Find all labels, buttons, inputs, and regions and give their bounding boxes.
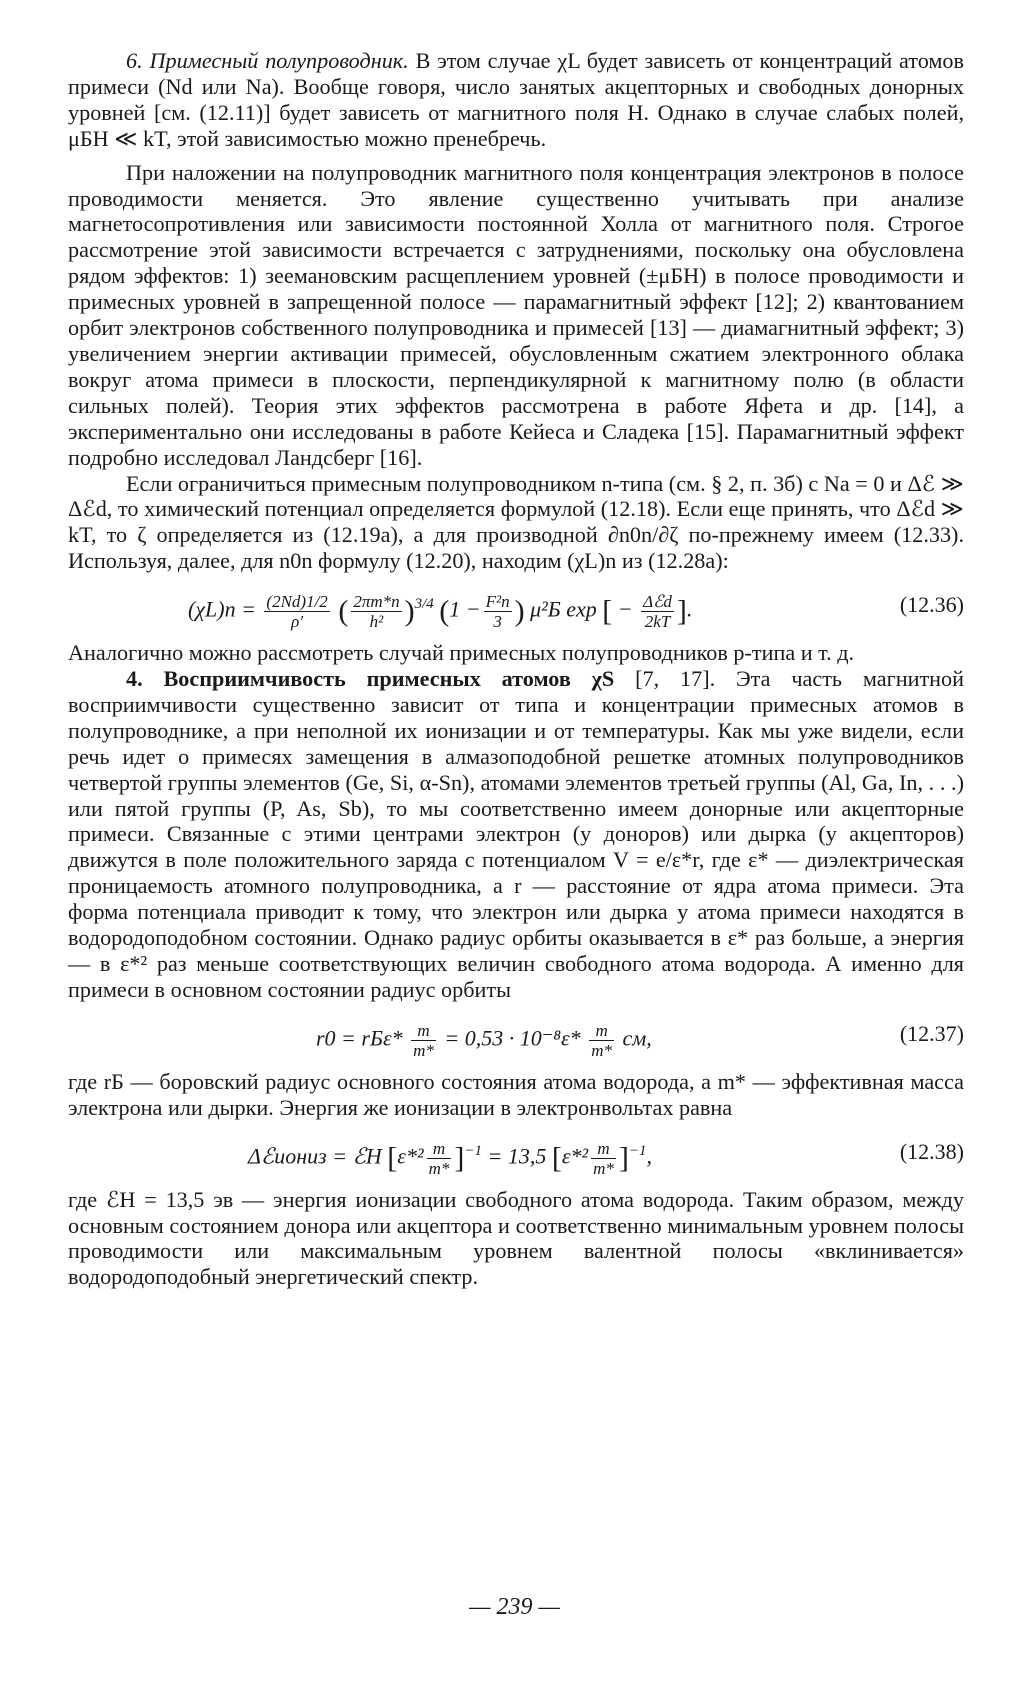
exponent: −1 <box>464 1142 482 1159</box>
denominator: m* <box>593 1158 614 1178</box>
equation-number: (12.38) <box>899 1138 964 1164</box>
fraction <box>589 1021 614 1060</box>
equation-number: (12.36) <box>899 592 964 618</box>
exponent: 3/4 <box>414 596 434 613</box>
numerator: Δℰd <box>643 592 672 612</box>
equation-body <box>248 1139 652 1178</box>
numerator: (2Nd)1/2 <box>266 592 328 612</box>
eq-term: = 0,53 · 10⁻⁸ε* <box>444 1025 581 1051</box>
paren-open: ( <box>439 594 450 628</box>
equation-number: (12.37) <box>899 1020 964 1046</box>
denominator: 2kT <box>644 612 671 632</box>
numerator: m <box>589 1021 614 1041</box>
denominator: m* <box>591 1040 612 1060</box>
bracket-close: ] <box>618 1141 629 1175</box>
eq-lhs: (χL)n = <box>188 596 256 622</box>
denominator: m* <box>413 1040 434 1060</box>
fraction <box>264 592 329 631</box>
eq-lhs: Δℰиониз = ℰH <box>248 1143 382 1169</box>
denominator: h² <box>369 612 384 632</box>
eq-end: . <box>686 596 693 622</box>
fraction <box>641 592 674 631</box>
numerator: m <box>411 1021 436 1041</box>
paragraph: где rБ — боровский радиус основного состояния атома водорода, а m* — эффективная масса электрона или дырки. Энергия же ионизации в электронвольтах равна <box>68 1068 964 1120</box>
fraction <box>591 1139 616 1178</box>
eq-term: ε*² <box>397 1143 424 1169</box>
paragraph-text: В этом случае χL будет зависеть от концентраций атомов примеси (Nd или Na). Вообще говоря, число занятых акцепторных и свободных донорных уровней [см. (12.11)] будет зависеть от магнитного поля H. Однако в случае слабых полей, μБH ≪ kT, этой зависимостью можно пренебречь. <box>68 48 964 151</box>
fraction <box>351 592 401 631</box>
exponent: −1 <box>628 1142 647 1159</box>
fraction <box>411 1021 436 1060</box>
paragraph <box>68 666 964 1003</box>
eq-term: = 13,5 <box>487 1143 547 1169</box>
numerator: m <box>427 1139 452 1159</box>
bracket-open: [ <box>387 1141 398 1175</box>
denominator: m* <box>428 1158 450 1178</box>
paragraph: При наложении на полупроводник магнитного поля концентрация электронов в полосе проводимости меняется. Это явление существенно учитывать при анализе магнетосопротивления или зависимости постоянной Холла от магнитного поля. Строгое рассмотрение этой зависимости встречается с затруднениями, поскольку она обусловлена рядом эффектов: 1) зеемановским расщеплением уровней (±μБH) в полосе проводимости и примесных уровней в запрещенной полосе — парамагнитный эффект [12]; 2) квантованием орбит электронов собственного полупроводника и примесей [13] — диамагнитный эффект; 3) увеличением энергии активации примесей, обусловленным сжатием электронного облака вокруг атома примеси в плоскости, перпендикулярной к магнитному полю (в области сильных полей). Теория этих эффектов рассмотрена в работе Яфета и др. [14], а экспериментально они исследованы в работе Кейеса и Сладека [15]. Парамагнитный эффект подробно исследовал Ландсберг [16]. <box>68 159 964 470</box>
paragraph: где ℰH = 13,5 эв — энергия ионизации свободного атома водорода. Таким образом, между основным состоянием донора или акцептора и соответственно минимальным уровнем полосы проводимости или максимальным уровнем валентной полосы «вклинивается» водородоподобный энергетический спектр. <box>68 1186 964 1290</box>
paren-open: ( <box>338 594 349 628</box>
fraction <box>484 592 512 631</box>
paren-close: ) <box>514 594 525 628</box>
denominator: ρ′ <box>291 612 304 632</box>
eq-unit: см, <box>622 1025 652 1051</box>
fraction <box>427 1139 452 1178</box>
paragraph <box>68 48 964 152</box>
eq-lhs: r0 = rБε* <box>316 1025 403 1051</box>
numerator: F²n <box>485 592 510 612</box>
bracket-close: ] <box>676 594 687 628</box>
equation-body <box>316 1021 652 1060</box>
bracket-close: ] <box>454 1141 465 1175</box>
page-number: — 239 — <box>469 1594 560 1620</box>
eq-term: 1 − <box>449 596 481 622</box>
eq-term: μ²Б exp <box>530 596 597 622</box>
bracket-open: [ <box>602 594 613 628</box>
equation-body: (χL)n = $\frac{(2Nd)1/2}{\rho'}$ ( $\frac{2\pi m*n}{\text{h²}}$ )$^{3/4}$ (1 − $\frac{\text{F²n}}{3}$ ) μ²Б exp [ − $\frac{\text{Δℰd}}{2kT}$ ]. <box>188 592 693 632</box>
section-heading: 4. Восприимчивость примесных атомов χS <box>126 666 615 692</box>
page-text <box>68 48 964 1290</box>
paren-close: ) <box>404 594 415 628</box>
equation-12-37 <box>68 1009 964 1063</box>
eq-term: ε*² <box>561 1143 589 1169</box>
bracket-open: [ <box>551 1141 562 1175</box>
numerator: 2πm*n <box>353 592 400 612</box>
equation-12-36 <box>68 580 964 634</box>
paragraph: Аналогично можно расcмотреть случай примесных полупроводников p-типа и т. д. <box>68 640 855 666</box>
eq-end: , <box>646 1143 652 1169</box>
section-heading: 6. Примесный полупроводник. <box>126 48 409 73</box>
equation-12-38 <box>68 1127 964 1181</box>
denominator: 3 <box>493 612 502 632</box>
paragraph-text: [7, 17]. Эта часть магнитной восприимчивости существенно зависит от типа и концентрации примесных атомов в полупроводнике, а при неполной их ионизации и от температуры. Как мы уже видели, если речь идет о примесях замещения в алмазоподобной решетке атомных полупроводников четвертой группы элементов (Ge, Si, α-Sn), атомами элементов третьей группы (Al, Ga, In, . . .) или пятой группы (P, As, Sb), то мы соответственно имеем донорные или акцепторные примеси. Связанные с этими центрами электрон (у доноров) или дырка (у акцепторов) движутся в поле положительного заряда с потенциалом V = e/ε*r, где ε* — диэлектрическая проницаемость атомного полупроводника, а r — расстояние от ядра атома примеси. Эта форма потенциала приводит к тому, что электрон или дырка у атома примеси находятся в водородоподобном состоянии. Однако радиус орбиты оказывается в ε* раз больше, а энергия — в ε*² раз меньше соответствующих величин свободного атома водорода. А именно для примеси в основном состоянии радиус орбиты <box>68 666 964 1002</box>
paragraph: Если ограничиться примесным полупроводником n-типа (см. § 2, п. 3б) с Na = 0 и Δℰ ≫ Δℰd, то химический потенциал определяется формулой (12.18). Если еще принять, что Δℰd ≫ kT, то ζ определяется из (12.19а), а для производной ∂n0n/∂ζ по-прежнему имеем (12.33). Используя, далее, для n0n формулу (12.20), находим (χL)n из (12.28а): <box>68 470 964 574</box>
numerator: m <box>591 1139 616 1159</box>
